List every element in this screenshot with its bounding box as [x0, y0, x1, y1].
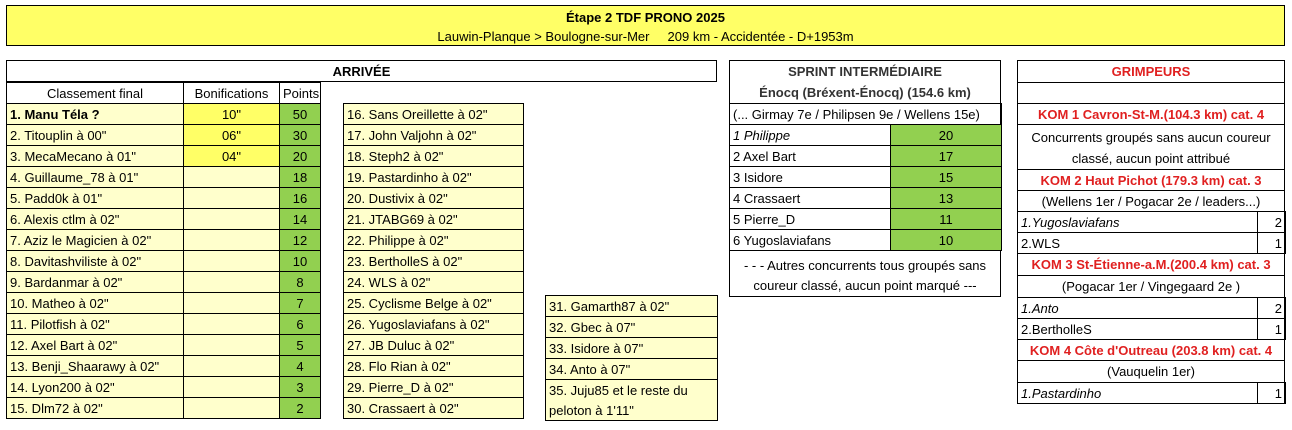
rider-name: 23. BertholleS à 02" [344, 251, 524, 272]
kom3-row [1018, 298, 1286, 319]
sprint-rider: 1 Philippe [730, 125, 891, 146]
rider-name: 25. Cyclisme Belge à 02" [344, 293, 524, 314]
arrivee-row [7, 377, 321, 398]
arrivee-row [344, 314, 524, 335]
kom-points: 1 [1258, 383, 1286, 404]
col-classement-header: Classement final [7, 83, 184, 104]
arrivee-row [546, 317, 718, 338]
kom3-table [1017, 297, 1286, 340]
rider-name: 11. Pilotfish à 02" [7, 314, 184, 335]
arrivee-row [7, 293, 321, 314]
points-value: 16 [280, 188, 321, 209]
rider-name: 8. Davitashviliste à 02" [7, 251, 184, 272]
points-value: 50 [280, 104, 321, 125]
arrivee-row [344, 209, 524, 230]
rider-name: 21. JTABG69 à 02" [344, 209, 524, 230]
points-value: 7 [280, 293, 321, 314]
arrivee-row [7, 146, 321, 167]
sprint-points: 20 [891, 125, 1002, 146]
rider-name: 12. Axel Bart à 02" [7, 335, 184, 356]
arrivee-table [6, 82, 321, 419]
kom4-row [1018, 383, 1286, 404]
rider-name: 30. Crassaert à 02" [344, 398, 524, 419]
arrivee-row [7, 104, 321, 125]
arrivee-row [7, 356, 321, 377]
arrivee-row [344, 335, 524, 356]
arrivee-row [344, 356, 524, 377]
rider-name: 22. Philippe à 02" [344, 230, 524, 251]
arrivee-row [7, 167, 321, 188]
points-value: 14 [280, 209, 321, 230]
bonus-value [184, 188, 280, 209]
kom-points: 1 [1258, 319, 1286, 340]
kom-points: 2 [1258, 298, 1286, 319]
bonus-value [184, 272, 280, 293]
kom2-row [1018, 212, 1286, 233]
sprint-points: 17 [891, 146, 1002, 167]
stage-subtitle: Lauwin-Planque > Boulogne-sur-Mer 209 km - Accidentée - D+1953m [437, 28, 854, 44]
arrivee-row [344, 188, 524, 209]
bonus-value [184, 209, 280, 230]
arrivee-row [344, 104, 524, 125]
rider-name: 14. Lyon200 à 02" [7, 377, 184, 398]
rider-name: 13. Benji_Shaarawy à 02" [7, 356, 184, 377]
kom2-result: (Wellens 1er / Pogacar 2e / leaders...) [1041, 194, 1261, 209]
arrivee-row [7, 209, 321, 230]
col-points-header: Points [280, 83, 321, 104]
kom1-note1: Concurrents groupés sans aucun coureur [1031, 130, 1271, 145]
arrivee-row [344, 398, 524, 419]
sprint-result-row [730, 104, 1002, 125]
grimpeurs-title: GRIMPEURS [1111, 64, 1191, 79]
rider-name: 6. Alexis ctlm à 02" [7, 209, 184, 230]
sprint-points: 13 [891, 188, 1002, 209]
rider-name: 3. MecaMecano à 01" [7, 146, 184, 167]
kom3-title: KOM 3 St-Étienne-a.M.(200.4 km) cat. 3 [1017, 253, 1285, 276]
arrivee-row [344, 293, 524, 314]
sprint-result: (... Girmay 7e / Philipsen 9e / Wellens 15e) [730, 104, 1002, 125]
sprint-rider: 2 Axel Bart [730, 146, 891, 167]
arrivee-row [344, 377, 524, 398]
rider-name: 7. Aziz le Magicien à 02" [7, 230, 184, 251]
grimpeurs-title-divider [1017, 82, 1285, 83]
sprint-row [730, 230, 1002, 251]
arrivee-row [344, 251, 524, 272]
kom4-title: KOM 4 Côte d'Outreau (203.8 km) cat. 4 [1017, 339, 1285, 361]
bonus-value [184, 293, 280, 314]
rider-name: 34. Anto à 07" [546, 359, 718, 380]
kom-points: 1 [1258, 233, 1286, 254]
rider-name: 15. Dlm72 à 02" [7, 398, 184, 419]
sprint-table [729, 103, 1002, 251]
kom-rider: 1.Pastardinho [1018, 383, 1258, 404]
sprint-note-line1: - - - Autres concurrents tous groupés sans [743, 258, 987, 273]
points-value: 8 [280, 272, 321, 293]
bonus-value [184, 335, 280, 356]
kom4-table [1017, 382, 1286, 404]
arrivee-row [7, 314, 321, 335]
kom2-table [1017, 211, 1286, 254]
arrivee-row [546, 400, 718, 421]
rider-name: 16. Sans Oreillette à 02" [344, 104, 524, 125]
arrivee-row [7, 251, 321, 272]
points-value: 2 [280, 398, 321, 419]
rider-name: 1. Manu Téla ? [7, 104, 184, 125]
kom-rider: 1.Anto [1018, 298, 1258, 319]
rider-name: 2. Titouplin à 00" [7, 125, 184, 146]
arrivee-row [546, 380, 718, 401]
arrivee-row [344, 230, 524, 251]
arrivee-row [546, 338, 718, 359]
sprint-rider: 3 Isidore [730, 167, 891, 188]
stage-title: Étape 2 TDF PRONO 2025 [566, 9, 725, 25]
arrivee-col3 [545, 295, 718, 421]
arrivee-row [7, 398, 321, 419]
sprint-rider: 4 Crassaert [730, 188, 891, 209]
points-value: 20 [280, 146, 321, 167]
kom1-title: KOM 1 Cavron-St-M.(104.3 km) cat. 4 [1017, 103, 1285, 125]
kom1-note2: classé, aucun point attribué [1071, 151, 1231, 166]
sprint-points: 15 [891, 167, 1002, 188]
arrivee-title: ARRIVÉE [6, 60, 717, 82]
arrivee-row [7, 230, 321, 251]
points-value: 3 [280, 377, 321, 398]
bonus-value [184, 377, 280, 398]
points-value: 12 [280, 230, 321, 251]
points-value: 4 [280, 356, 321, 377]
bonus-value: 06" [184, 125, 280, 146]
sprint-row [730, 167, 1002, 188]
sprint-title: SPRINT INTERMÉDIAIRE [788, 64, 942, 79]
sprint-rider: 6 Yugoslaviafans [730, 230, 891, 251]
points-value: 30 [280, 125, 321, 146]
arrivee-col2 [343, 103, 524, 419]
rider-name: 20. Dustivix à 02" [344, 188, 524, 209]
arrivee-row [546, 296, 718, 317]
kom3-result: (Pogacar 1er / Vingegaard 2e ) [1061, 279, 1241, 294]
kom4-result: (Vauquelin 1er) [1107, 364, 1195, 379]
rider-name: 10. Matheo à 02" [7, 293, 184, 314]
stage-header [6, 5, 1285, 46]
rider-name: 26. Yugoslaviafans à 02" [344, 314, 524, 335]
arrivee-row [344, 146, 524, 167]
points-value: 18 [280, 167, 321, 188]
sprint-row [730, 146, 1002, 167]
arrivee-row [7, 272, 321, 293]
rider-name: 32. Gbec à 07" [546, 317, 718, 338]
kom-rider: 1.Yugoslaviafans [1018, 212, 1258, 233]
arrivee-row [344, 125, 524, 146]
arrivee-row [7, 125, 321, 146]
kom2-row [1018, 233, 1286, 254]
arrivee-row [344, 272, 524, 293]
rider-name: 18. Steph2 à 02" [344, 146, 524, 167]
bonus-value [184, 251, 280, 272]
sprint-rider: 5 Pierre_D [730, 209, 891, 230]
points-value: 10 [280, 251, 321, 272]
bonus-value [184, 167, 280, 188]
rider-name: 4. Guillaume_78 à 01" [7, 167, 184, 188]
col-bonif-header: Bonifications [184, 83, 280, 104]
bonus-value [184, 230, 280, 251]
rider-name: 31. Gamarth87 à 02" [546, 296, 718, 317]
rider-name: 19. Pastardinho à 02" [344, 167, 524, 188]
rider-name: 17. John Valjohn à 02" [344, 125, 524, 146]
arrivee-row [7, 335, 321, 356]
bonus-value [184, 314, 280, 335]
rider-name: 5. Padd0k à 01" [7, 188, 184, 209]
bonus-value [184, 356, 280, 377]
arrivee-row [7, 188, 321, 209]
bonus-value [184, 398, 280, 419]
arrivee-row [546, 359, 718, 380]
rider-name: 27. JB Duluc à 02" [344, 335, 524, 356]
rider-name: 9. Bardanmar à 02" [7, 272, 184, 293]
sprint-note-line2: coureur classé, aucun point marqué --- [753, 278, 977, 293]
sprint-points: 11 [891, 209, 1002, 230]
sprint-location: Énocq (Bréxent-Énocq) (154.6 km) [759, 85, 971, 100]
kom2-title: KOM 2 Haut Pichot (179.3 km) cat. 3 [1017, 169, 1285, 191]
rider-name: 29. Pierre_D à 02" [344, 377, 524, 398]
kom-rider: 2.WLS [1018, 233, 1258, 254]
sprint-row [730, 125, 1002, 146]
rider-name: peloton à 1'11" [546, 400, 718, 421]
arrivee-header-row [7, 83, 321, 104]
sprint-row [730, 188, 1002, 209]
rider-name: 24. WLS à 02" [344, 272, 524, 293]
rider-name: 33. Isidore à 07" [546, 338, 718, 359]
arrivee-row [344, 167, 524, 188]
sprint-points: 10 [891, 230, 1002, 251]
bonus-value: 04" [184, 146, 280, 167]
points-value: 6 [280, 314, 321, 335]
bonus-value: 10" [184, 104, 280, 125]
kom-rider: 2.BertholleS [1018, 319, 1258, 340]
rider-name: 28. Flo Rian à 02" [344, 356, 524, 377]
rider-name: 35. Juju85 et le reste du [546, 380, 718, 401]
kom-points: 2 [1258, 212, 1286, 233]
kom3-row [1018, 319, 1286, 340]
points-value: 5 [280, 335, 321, 356]
sprint-row [730, 209, 1002, 230]
